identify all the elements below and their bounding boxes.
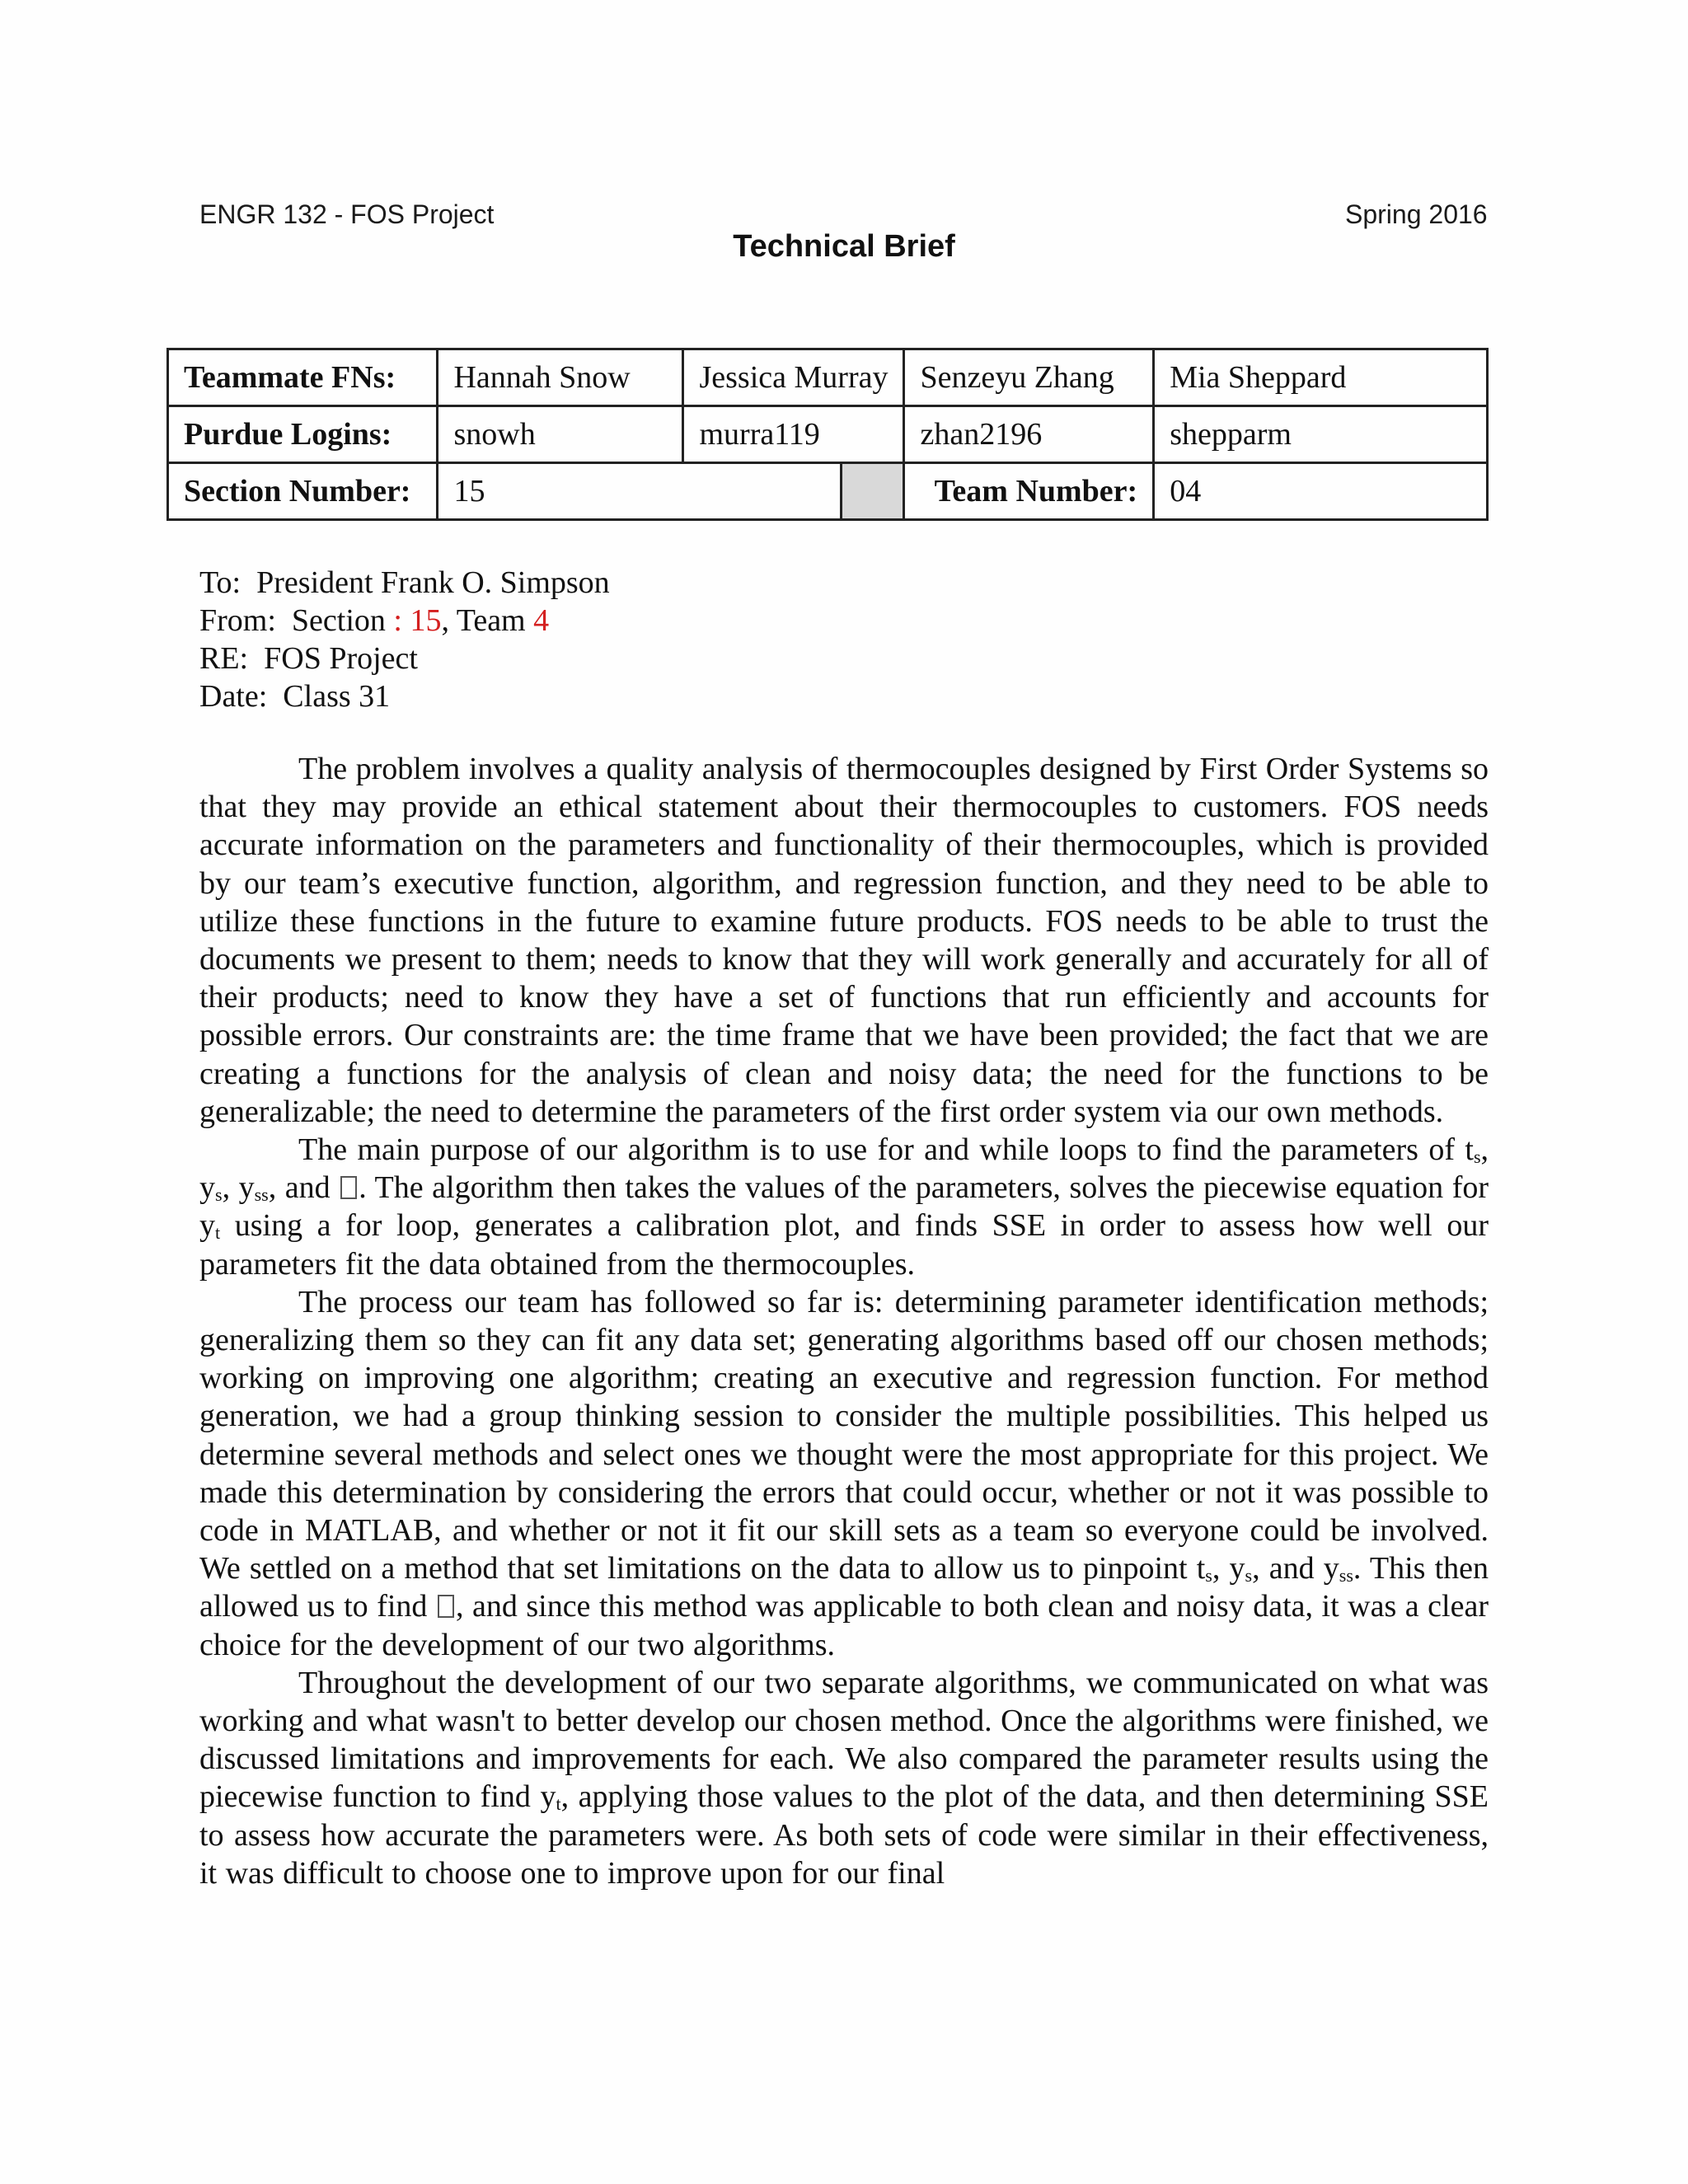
memo-to-value: President Frank O. Simpson	[256, 565, 610, 600]
subscript: t	[556, 1793, 561, 1815]
team-info-table	[166, 348, 1489, 521]
purdue-logins-label: Purdue Logins:	[168, 406, 438, 463]
memo-from-team: , Team	[441, 603, 526, 638]
member-name-cell: Senzeyu Zhang	[904, 349, 1154, 406]
purdue-logins-row	[168, 406, 1488, 463]
memo-re-label: RE:	[199, 641, 249, 676]
paragraph-process	[199, 1283, 1489, 1664]
section-number-label: Section Number:	[168, 463, 438, 520]
subscript: s	[215, 1184, 223, 1206]
text-run: Throughout the development of our two separate algorithms, we communicated on what was working and what wasn't to better develop our chosen method. Once the algorithms were finished, we discussed limitations and improvements for each. We also compared the parameter results using the piecewise function to find y	[199, 1665, 1489, 1815]
course-header: ENGR 132 - FOS Project	[199, 199, 495, 229]
section-team-row	[168, 463, 1488, 520]
memo-date-line	[199, 677, 610, 715]
text-run: . This then allowed us to find	[199, 1551, 1489, 1624]
member-login-cell: snowh	[438, 406, 683, 463]
text-run: , and since this method was applicable to both clean and noisy data, it was a clear choice for the development of our two algorithms.	[199, 1589, 1489, 1662]
member-login-cell: murra119	[683, 406, 904, 463]
teammate-fns-label: Teammate FNs:	[168, 349, 438, 406]
subscript: ss	[1339, 1565, 1353, 1586]
member-name-cell: Hannah Snow	[438, 349, 683, 406]
memo-team-number: 4	[533, 603, 550, 638]
paragraph-problem: The problem involves a quality analysis of thermocouples designed by First Order Systems so that they may provide an ethical statement about their thermocouples to customers. FOS needs accurate information on the parameters and functionality of their thermocouples, which is provided by our team’s executive function, algorithm, and regression function, and they need to be able to utilize these functions in the future to examine future products. FOS needs to be able to trust the documents we present to them; needs to know that they will work generally and accurately for all of their products; need to know they have a set of functions that run efficiently and accounts for possible errors. Our constraints are: the time frame that we have been provided; the fact that we are creating a functions for the analysis of clean and noisy data; the need for the functions to be generalizable; the need to determine the parameters of the first order system via our own methods.	[199, 752, 1489, 1129]
memo-section-number: : 15	[393, 603, 442, 638]
team-number-label: Team Number:	[904, 463, 1154, 520]
text-run: . The algorithm then takes the values of the parameters, solves the piecewise equation for y	[199, 1170, 1489, 1244]
text-run: , applying those values to the plot of the data, and then determining SSE to assess how accurate the parameters were. As both sets of code were similar in their effectiveness, it was difficult to choose one to improve upon for our final	[199, 1779, 1489, 1891]
paragraph-algorithm	[199, 1131, 1489, 1283]
paragraph-development	[199, 1664, 1489, 1892]
text-run: , y	[222, 1170, 255, 1206]
memo-re-value: FOS Project	[264, 641, 418, 676]
memo-to-line	[199, 564, 610, 602]
subscript: s	[1473, 1146, 1481, 1168]
missing-glyph-icon	[340, 1176, 357, 1199]
text-run: , y	[199, 1132, 1489, 1206]
member-name-cell: Mia Sheppard	[1154, 349, 1488, 406]
section-number-value: 15	[438, 463, 841, 520]
text-run: The main purpose of our algorithm is to use for and while loops to find the parameters of t	[298, 1132, 1474, 1168]
text-run: , and	[268, 1170, 340, 1206]
memo-from-section: Section	[291, 603, 386, 638]
member-name-cell: Jessica Murray	[683, 349, 904, 406]
memo-from-label: From:	[199, 603, 276, 638]
term-header: Spring 2016	[1345, 199, 1488, 229]
subscript: ss	[254, 1184, 269, 1206]
brief-body	[199, 750, 1489, 1892]
text-run: The process our team has followed so far is: determining parameter identification methods; generalizing them so they can fit any data set; generating algorithms based off our chosen methods; working on improving one algorithm; creating an executive and regression function. For method generation, we had a group thinking session to consider the multiple possibilities. This helped us determine several methods and select ones we thought were the most appropriate for this project. We made this determination by considering the errors that could occur, whether or not it was possible to code in MATLAB, and whether or not it fit our skill sets as a team so everyone could be involved. We settled on a method that set limitations on the data to allow us to pinpoint t	[199, 1284, 1489, 1586]
text-run: , y	[1212, 1551, 1245, 1586]
memo-to-label: To:	[199, 565, 241, 600]
text-run: using a for loop, generates a calibration plot, and finds SSE in order to assess how well our parameters fit the data obtained from the thermocouples.	[199, 1208, 1489, 1282]
memo-re-line	[199, 640, 610, 677]
memo-date-value: Class 31	[283, 679, 391, 714]
subscript: t	[215, 1222, 221, 1244]
subscript: s	[1205, 1565, 1212, 1586]
subscript: s	[1245, 1565, 1253, 1586]
page-title: Technical Brief	[733, 229, 955, 264]
team-number-value: 04	[1154, 463, 1488, 520]
text-run: , and y	[1252, 1551, 1339, 1586]
member-login-cell: shepparm	[1154, 406, 1488, 463]
memo-from-line	[199, 602, 610, 640]
member-login-cell: zhan2196	[904, 406, 1154, 463]
shaded-spacer-cell	[841, 463, 904, 520]
memo-header	[199, 564, 610, 715]
memo-date-label: Date:	[199, 679, 268, 714]
teammate-names-row	[168, 349, 1488, 406]
missing-glyph-icon	[438, 1595, 454, 1618]
